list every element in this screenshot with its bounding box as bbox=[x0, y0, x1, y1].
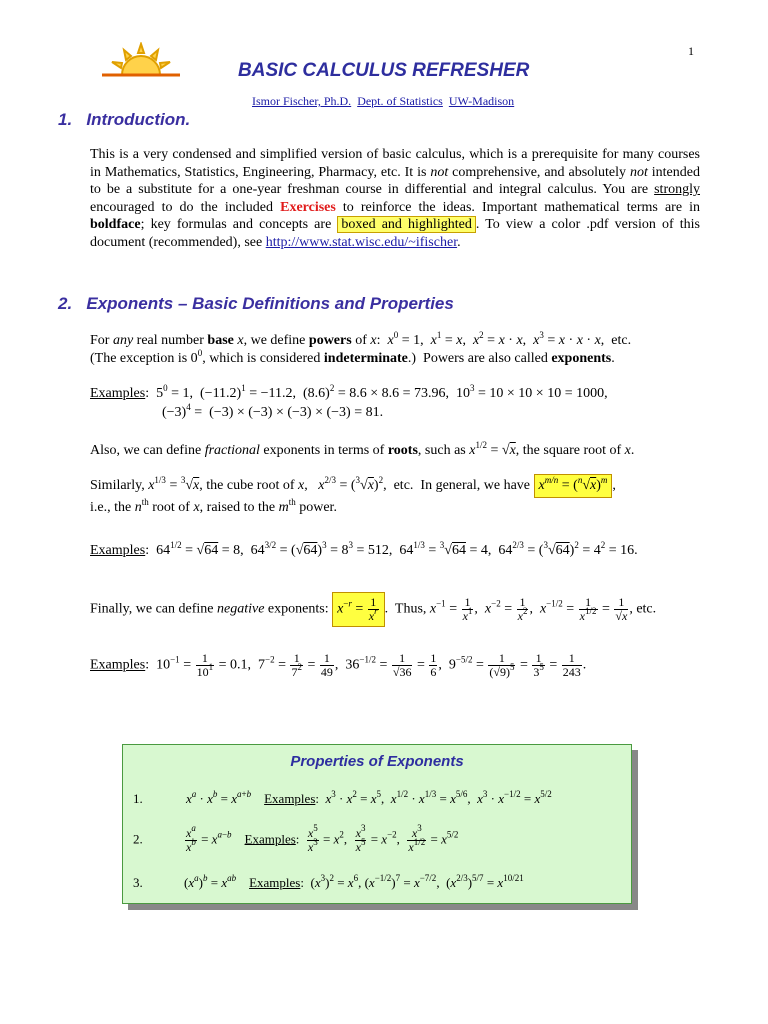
cube-root-line: Similarly, $x^{1/3} = ^3√x$, the cube root of x, $x^{2/3} = (^3√x)^2$, etc. In general, we have $x^{m/n} = (^n√x)^m$ , bbox=[90, 474, 616, 498]
examples-1b: $(-3)^4 = (-3) \times (-3) \times (-3) \times (-3) = 81$. bbox=[162, 402, 384, 420]
section-title: Exponents – Basic Definitions and Properties bbox=[86, 294, 454, 313]
negative-exponents: Finally, we can define negative exponents: $x^{-r}$ = $\frac{1}{x^r}$ . Thus, $x^{-1}$ = $\frac{1}{x^1}$ , $x^{-2}$ = $\frac{1}{x^2}$ , $x^{-1/2}$ = $\frac{1}{x^{1/2}}$ = $\frac{1}{√x}$ , etc. bbox=[90, 592, 656, 627]
boxed-highlight-sample: boxed and highlighted bbox=[337, 216, 475, 233]
url-link[interactable]: http://www.stat.wisc.edu/~ifischer bbox=[265, 234, 458, 250]
examples-3: Examples: $10^{-1}$ = $\frac{1}{10^1}$ = 0.1, $7^{-2}$ = $\frac{1}{7^2}$ = $\frac{1}{49}$ , $36^{-1/2}$ = $\frac{1}{√36}$ = $\frac{1}{6}$ , $9^{-5/2}$ = $\frac{1}{(√9)^5}$ = $\frac{1}{3^5}$ = $\frac{1}{243}$ . bbox=[90, 651, 587, 679]
section-title: Introduction. bbox=[86, 110, 191, 129]
section-1-heading bbox=[58, 110, 190, 130]
property-row-2: 2. $\frac{x^a}{x^b}$ = $x^{a-b}$ Examples: $\frac{x^5}{x^3}$ = $x^2$, $\frac{x^3}{x^5}$ = $x^{-2}$, $\frac{x^3}{x^{1/2}}$ = $x^{5/2}$ bbox=[133, 823, 459, 854]
general-root-formula-box: $x^{m/n} = (^n√x)^m$ bbox=[534, 474, 613, 498]
page-title: BASIC CALCULUS REFRESHER bbox=[238, 60, 530, 81]
powers-definition: For any real number base x, we define powers of x: $x^0 = 1$, $x^1 = x$, $x^2 = x \cdot x$, $x^3 = x \cdot x \cdot x$, etc. bbox=[90, 330, 632, 348]
sun-icon bbox=[100, 42, 182, 78]
property-row-1: 1. $x^a \cdot x^b = x^{a+b}$ Examples: $x^3 \cdot x^2 = x^5$, $x^{1/2} \cdot x^{1/3} = x^{5/6}$, $x^3 \cdot x^{-1/2} = x^{5/2}$ bbox=[133, 789, 552, 806]
negative-exponent-formula-box: $x^{-r}$ = $\frac{1}{x^r}$ bbox=[332, 592, 385, 627]
author-name-link[interactable]: Ismor Fischer, Ph.D. bbox=[252, 94, 352, 108]
nth-root-note: i.e., the $n^{th}$ root of x, raised to the $m^{th}$ power. bbox=[90, 497, 337, 515]
properties-of-exponents-box bbox=[122, 744, 632, 904]
section-number: 1. bbox=[58, 110, 73, 129]
properties-title: Properties of Exponents bbox=[290, 753, 464, 770]
univ-link[interactable]: UW-Madison bbox=[448, 94, 515, 108]
section-2-heading bbox=[58, 294, 454, 314]
indeterminate-note: (The exception is $0^0$, which is considered indeterminate.) Powers are also called exponents. bbox=[90, 348, 615, 366]
page-number: 1 bbox=[688, 44, 694, 58]
section-number: 2. bbox=[58, 294, 73, 313]
property-row-3: 3. $(x^a)^b = x^{ab}$ Examples: $(x^3)^2 = x^6$, $(x^{-1/2})^7 = x^{-7/2}$, $(x^{2/3})^{5/7} = x^{10/21}$ bbox=[133, 873, 524, 890]
examples-2: Examples: $64^{1/2} = √64 = 8$, $64^{3/2} = (√64)^3 = 8^3 = 512$, $64^{1/3} = ^3√64 = 4$, $64^{2/3} = (^3√64)^2 = 4^2 = 16$. bbox=[90, 540, 638, 558]
examples-1: Examples: $5^0 = 1$, $(-11.2)^1 = -11.2$, $(8.6)^2 = 8.6 \times 8.6 = 73.96$, $10^3 = 10 \times 10 \times 10 = 1000$, bbox=[90, 383, 608, 401]
intro-paragraph: This is a very condensed and simplified version of basic calculus, which is a prerequisite for many courses in Mathematics, Statistics, Engineering, Pharmacy, etc. It is not comprehensive, and absolutely not intended to be a substitute for a one-year freshman course in differential and integral calculus. You are strongly encouraged to do the included Exercises to reinforce the ideas. Important mathematical terms are in boldface; key formulas and concepts are boxed and highlighted . To view a color .pdf version of this document (recommended), see http://www.stat.wisc.edu/~ifischer. bbox=[90, 147, 701, 250]
fractional-exponents: Also, we can define fractional exponents in terms of roots, such as $x^{1/2} = √x$, the square root of x. bbox=[90, 440, 635, 458]
dept-link[interactable]: Dept. of Statistics bbox=[357, 94, 443, 108]
author-line bbox=[252, 94, 514, 109]
